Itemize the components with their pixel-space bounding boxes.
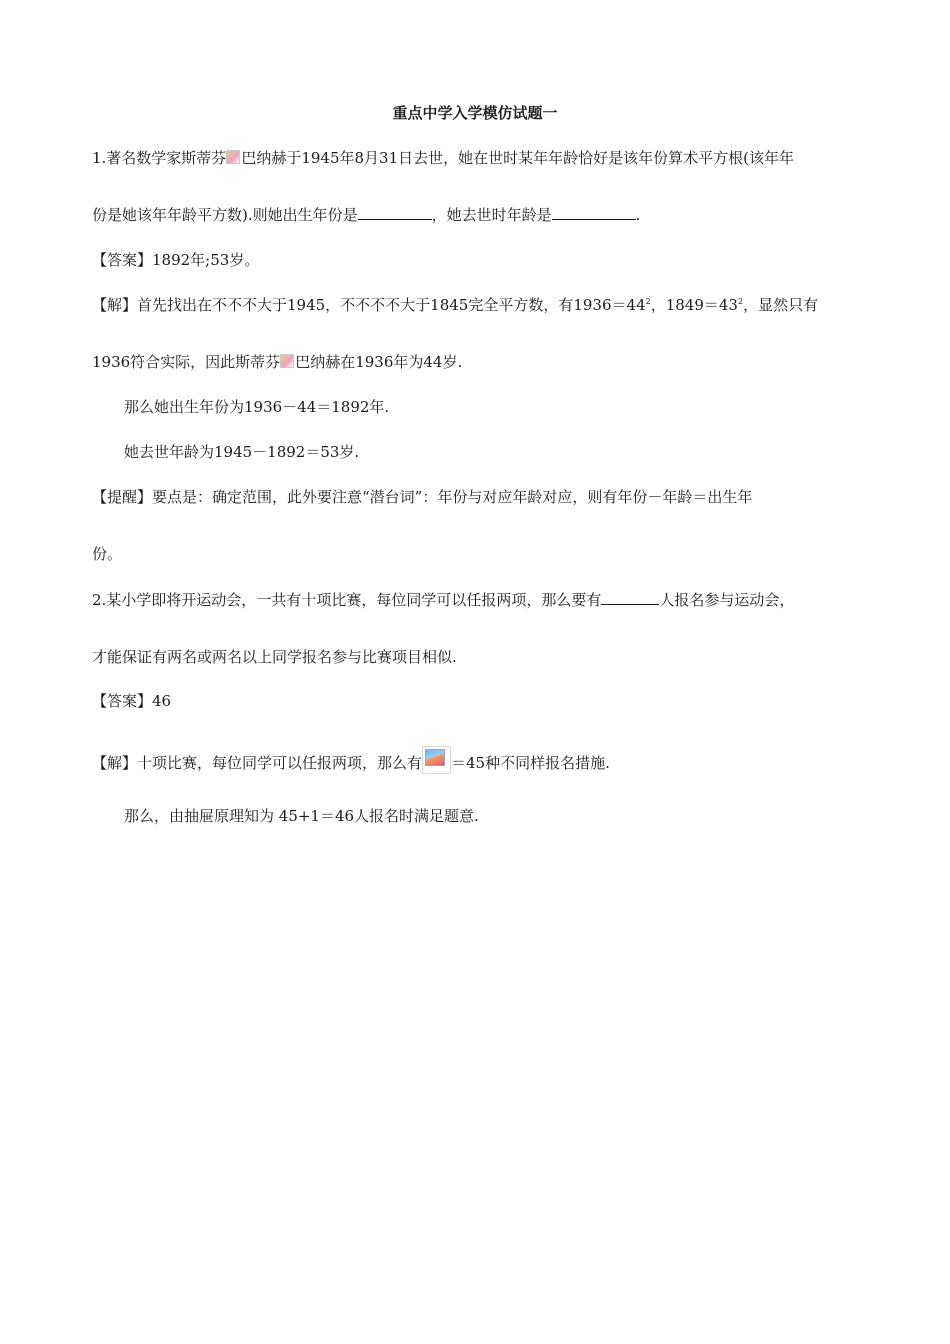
answer-blank-birth-year (358, 205, 432, 220)
q1-answer: 【答案】1892年;53岁。 (92, 251, 260, 269)
q2-line-1-text-a: 2.某小学即将开运动会，一共有十项比赛，每位同学可以任报两项，那么要有 (92, 591, 602, 609)
q1-line-2-text-a: 份是她该年年龄平方数).则她出生年份是 (92, 206, 358, 224)
broken-image-icon (280, 354, 294, 368)
exponent: 2 (645, 297, 651, 306)
exponent: 2 (737, 297, 744, 306)
q1-solution-line-4: 她去世年龄为1945－1892＝53岁. (124, 443, 360, 461)
q1-solution-line-2 (92, 352, 462, 372)
q1-solution-text-c: ，显然只有 (743, 296, 819, 314)
q1-line-1 (92, 148, 794, 168)
q2-line-2: 才能保证有两名或两名以上同学报名参与比赛项目相似. (92, 648, 457, 666)
q1-line-2 (92, 205, 640, 225)
q1-line-2-text-c: . (635, 206, 641, 224)
q2-solution-line-2: 那么，由抽屉原理知为 45+1＝46人报名时满足题意. (124, 807, 479, 825)
q2-line-1-text-b: 人报名参与运动会， (659, 591, 795, 609)
broken-image-icon (226, 150, 240, 164)
q2-solution-text-a: 【解】十项比赛，每位同学可以任报两项，那么有 (92, 754, 423, 772)
answer-blank-count (601, 590, 659, 605)
q2-solution-text-b: ＝45种不同样报名措施. (451, 754, 610, 772)
q1-solution-2-text-a: 1936符合实际，因此斯蒂芬 (92, 353, 281, 371)
q2-solution-line-1 (92, 746, 610, 774)
formula-image-icon (422, 746, 451, 774)
q2-answer: 【答案】46 (92, 692, 172, 710)
q1-solution-text-a: 【解】首先找出在不不不大于1945，不不不不大于1845完全平方数，有1936＝44 (92, 296, 646, 314)
q1-solution-line-3: 那么她出生年份为1936－44＝1892年. (124, 398, 390, 416)
q1-solution-2-text-b: 巴纳赫在1936年为44岁. (295, 353, 463, 371)
q1-hint-line-1: 【提醒】要点是：确定范围，此外要注意“潜台词”：年份与对应年龄对应，则有年份－年龄＝出生年 (92, 488, 753, 506)
q1-solution-line-1 (92, 295, 818, 315)
page-title: 重点中学入学模仿试题一 (392, 104, 558, 122)
q1-line-1-text-a: 1.著名数学家斯蒂芬 (92, 149, 227, 167)
q1-solution-text-b: ，1849＝43 (650, 296, 738, 314)
q2-line-1 (92, 590, 794, 610)
q1-hint-line-2: 份。 (92, 545, 123, 563)
q1-line-2-text-b: ，她去世时年龄是 (431, 206, 552, 224)
answer-blank-age (552, 205, 636, 220)
q1-line-1-text-b: 巴纳赫于1945年8月31日去世，她在世时某年年龄恰好是该年份算术平方根(该年年 (241, 149, 794, 167)
